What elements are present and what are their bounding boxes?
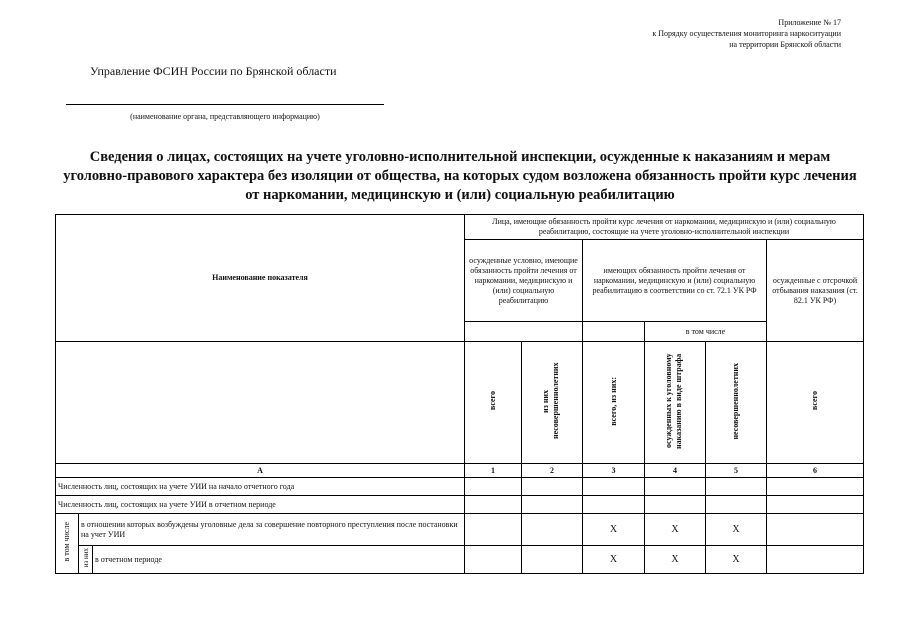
subgroup-deferred: осужденные с отсрочкой отбывания наказания (ст. 82.1 УК РФ) — [767, 240, 864, 342]
column-total — [465, 342, 522, 464]
subgroup-art-72-1: имеющих обязанность пройти лечения от наркомании, медицинскую и (или) социальную реабилитацию в соответствии со ст. 72.1 УК РФ — [583, 240, 767, 322]
column-minors — [706, 342, 767, 464]
row-repeat-crime: в отношении которых возбуждены уголовные дела за совершение повторного преступления после постановки на учет УИИ — [79, 514, 465, 546]
row-in-reporting-period: в отчетном периоде — [93, 546, 465, 574]
data-cell[interactable] — [767, 514, 864, 546]
column-minors-label: несовершеннолетних — [731, 362, 740, 440]
data-cell[interactable] — [522, 478, 583, 496]
data-cell[interactable] — [706, 478, 767, 496]
subgroup-spacer — [583, 322, 645, 342]
data-cell[interactable] — [522, 496, 583, 514]
annex-note — [541, 17, 841, 50]
row-reporting-period: Численность лиц, состоящих на учете УИИ в отчетном периоде — [56, 496, 465, 514]
document-title: Сведения о лицах, состоящих на учете уголовно-исполнительной инспекции, осужденные к наказаниям и мерам уголовно-правового характера без изоляции от общества, на которых судом возложена обязанность пройти курс лечения от наркомании, медицинскую и (или) социальную реабилитацию — [63, 149, 857, 203]
report-table — [55, 214, 864, 574]
annex-territory: на территории Брянской области — [729, 40, 841, 49]
row-start-of-year: Численность лиц, состоящих на учете УИИ на начало отчетного года — [56, 478, 465, 496]
x-mark: X — [645, 546, 706, 574]
including-label: в том числе — [62, 522, 71, 562]
column-number: 2 — [522, 464, 583, 478]
x-mark: X — [706, 514, 767, 546]
column-fine-convicts — [645, 342, 706, 464]
organization-name: Управление ФСИН России по Брянской области — [90, 64, 337, 78]
organization-caption: (наименование органа, представляющего информацию) — [130, 112, 320, 121]
column-total-6-label: всего — [810, 391, 820, 411]
column-minors-of-them — [522, 342, 583, 464]
column-total-label: всего — [488, 391, 497, 411]
subgroup-conditional: осужденные условно, имеющие обязанность пройти лечения от наркомании, медицинскую и (или) социальную реабилитацию — [465, 240, 583, 322]
data-cell[interactable] — [645, 478, 706, 496]
column-number: А — [56, 464, 465, 478]
including-label-cell — [56, 514, 79, 574]
column-total-6 — [767, 342, 864, 464]
organization-underline — [66, 104, 384, 105]
data-cell[interactable] — [767, 496, 864, 514]
data-cell[interactable] — [522, 546, 583, 574]
column-total-of-them — [583, 342, 645, 464]
of-them-label-cell — [79, 546, 93, 574]
data-cell[interactable] — [706, 496, 767, 514]
x-mark: X — [583, 546, 645, 574]
data-cell[interactable] — [465, 478, 522, 496]
data-cell[interactable] — [583, 478, 645, 496]
header-blank — [56, 342, 465, 464]
data-cell[interactable] — [522, 514, 583, 546]
column-total-of-them-label: всего, из них: — [608, 376, 618, 426]
annex-number: Приложение № 17 — [778, 18, 841, 27]
in-that-number-header: в том числе — [645, 322, 767, 342]
data-cell[interactable] — [465, 496, 522, 514]
column-fine-convicts-label: осужденных к уголовному наказанию в виде штрафа — [664, 353, 683, 449]
column-number: 3 — [583, 464, 645, 478]
of-them-label: из них — [81, 548, 90, 568]
annex-reference: к Порядку осуществления мониторинга наркоситуации — [652, 29, 841, 38]
column-number: 6 — [767, 464, 864, 478]
column-number: 5 — [706, 464, 767, 478]
data-cell[interactable] — [645, 496, 706, 514]
column-number: 4 — [645, 464, 706, 478]
x-mark: X — [706, 546, 767, 574]
data-cell[interactable] — [767, 546, 864, 574]
group-header: Лица, имеющие обязанность пройти курс лечения от наркомании, медицинскую и (или) социальную реабилитацию, состоящие на учете уголовно-исполнительной инспекции — [465, 215, 864, 240]
indicator-header: Наименование показателя — [56, 215, 465, 342]
subgroup-spacer — [465, 322, 583, 342]
data-cell[interactable] — [583, 496, 645, 514]
x-mark: X — [645, 514, 706, 546]
column-minors-of-them-label: из них несовершеннолетних — [541, 362, 560, 440]
column-number: 1 — [465, 464, 522, 478]
data-cell[interactable] — [767, 478, 864, 496]
data-cell[interactable] — [465, 546, 522, 574]
x-mark: X — [583, 514, 645, 546]
data-cell[interactable] — [465, 514, 522, 546]
